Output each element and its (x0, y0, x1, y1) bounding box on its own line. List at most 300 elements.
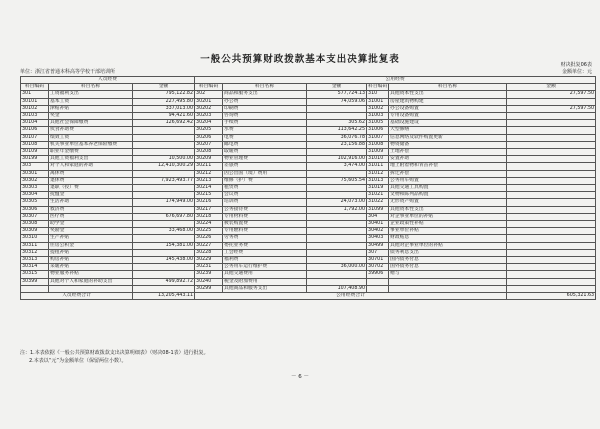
table-cell: 差旅费 (223, 163, 307, 170)
table-cell: 其他工资福利支出 (49, 156, 133, 163)
table-cell: 499,892.72 (133, 278, 195, 285)
table-cell (307, 228, 367, 235)
table-cell (507, 228, 596, 235)
table-cell: 30214 (195, 185, 223, 192)
table-row (21, 228, 596, 235)
table-cell: 31011 (367, 163, 389, 170)
table-cell: 公务用车购置 (389, 177, 507, 184)
col-header-name: 科目名称 (49, 84, 133, 91)
table-cell: 大型修缮 (389, 127, 507, 134)
table-cell: 30199 (21, 156, 49, 163)
table-cell: 信息网络及软件购置更新 (389, 134, 507, 141)
table-cell: 其他资本性支出 (389, 91, 507, 98)
notes (20, 349, 209, 365)
table-row (21, 249, 596, 256)
table-cell: 企业政策性补贴 (389, 221, 507, 228)
table-cell: 邮电费 (223, 141, 307, 148)
table-row (21, 91, 596, 98)
table-cell: 其他资本性支出 (389, 206, 507, 213)
table-cell: 31019 (367, 185, 389, 192)
table-cell: 31010 (367, 156, 389, 163)
table-cell: 74,059.06 (307, 98, 367, 105)
table-cell: 27,597.50 (507, 105, 596, 112)
table-cell: 31009 (367, 149, 389, 156)
table-cell: 地上附着物和青苗补偿 (389, 163, 507, 170)
table-cell: 30301 (21, 170, 49, 177)
table-cell (307, 249, 367, 256)
table-cell: 救济费 (49, 206, 133, 213)
table-cell: 31002 (367, 105, 389, 112)
table-cell: 31012 (367, 170, 389, 177)
table-cell (133, 206, 195, 213)
table-cell (507, 177, 596, 184)
table-cell: 商品和服务支出 (223, 91, 307, 98)
table-cell: 培训费 (223, 199, 307, 206)
table-row (21, 177, 596, 184)
table-cell (389, 285, 507, 292)
table-cell: 676,697.80 (133, 213, 195, 220)
table-cell: 145,438.00 (133, 257, 195, 264)
table-row (21, 285, 596, 292)
table-cell: 专用设备购置 (389, 113, 507, 120)
table-row (21, 141, 596, 148)
table-cell: 国外债务付息 (389, 264, 507, 271)
note-line-1: 注：1.本表依据《一般公共预算财政拨款支出决算明细表》（财决08-1表）进行批复。 (20, 350, 209, 356)
table-row (21, 120, 596, 127)
table-cell: 津贴补贴 (49, 105, 133, 112)
table-cell: 30311 (21, 242, 49, 249)
table-cell: 事业单位补贴 (389, 228, 507, 235)
table-cell: 因公出国（境）费用 (223, 170, 307, 177)
col-header-name: 科目名称 (223, 84, 307, 91)
table-cell: 107,408.90 (307, 285, 367, 292)
table-row (21, 206, 596, 213)
table-row (21, 98, 596, 105)
table-cell: 30402 (367, 228, 389, 235)
table-cell: 304 (367, 213, 389, 220)
table-cell: 绩效工资 (49, 134, 133, 141)
table-cell: 30315 (21, 271, 49, 278)
col-header-code: 科目编码 (21, 84, 49, 91)
table-cell (507, 235, 596, 242)
table-cell: 福利费 (223, 257, 307, 264)
table-cell (507, 185, 596, 192)
table-cell: 102,916.00 (307, 156, 367, 163)
table-cell: 机关事业单位基本养老保险缴费 (49, 141, 133, 148)
table-cell: 财政贴息 (389, 235, 507, 242)
table-cell: 基础设施建设 (389, 120, 507, 127)
table-cell (507, 127, 596, 134)
table-cell (307, 213, 367, 220)
table-cell (507, 120, 596, 127)
table-cell: 305.62 (307, 120, 367, 127)
table-cell: 3,474.00 (307, 163, 367, 170)
table-row (21, 163, 596, 170)
table-cell: 30240 (195, 278, 223, 285)
table-cell: 30702 (367, 264, 389, 271)
table-cell: 公务接待费 (223, 206, 307, 213)
table-cell (307, 235, 367, 242)
table-cell: 30206 (195, 134, 223, 141)
table-cell: 采暖补贴 (49, 264, 133, 271)
table-cell (307, 278, 367, 285)
table-cell: 30303 (21, 185, 49, 192)
table-cell: 公务用车运行维护费 (223, 264, 307, 271)
table-cell: 307 (367, 249, 389, 256)
table-row (21, 134, 596, 141)
table-cell (133, 192, 195, 199)
table-cell: 办公设备购置 (389, 105, 507, 112)
table-cell: 24,073.00 (307, 199, 367, 206)
table-cell: 30216 (195, 199, 223, 206)
table-cell: 咨询费 (223, 113, 307, 120)
table-row (21, 105, 596, 112)
table-row (21, 271, 596, 278)
table-cell: 文物和陈列品购置 (389, 192, 507, 199)
table-cell (507, 242, 596, 249)
table-cell: 30104 (21, 120, 49, 127)
table-cell: 301 (21, 91, 49, 98)
table-cell (133, 127, 195, 134)
table-cell: 无形资产购置 (389, 199, 507, 206)
page-number: － 6 － (291, 374, 309, 380)
table-cell (367, 285, 389, 292)
table-cell (307, 185, 367, 192)
table-cell: 30403 (367, 235, 389, 242)
expenditure-table (20, 76, 596, 300)
table-cell: 303 (21, 163, 49, 170)
table-cell (133, 249, 195, 256)
table-cell: 30109 (21, 149, 49, 156)
table-cell (133, 285, 195, 292)
table-cell: 手续费 (223, 120, 307, 127)
table-cell: 31099 (367, 206, 389, 213)
table-cell (507, 221, 596, 228)
table-cell: 其他对个人和家庭的补助支出 (49, 278, 133, 285)
table-cell (307, 192, 367, 199)
group-personnel-header: 人员经费 (21, 77, 195, 84)
table-cell (133, 235, 195, 242)
table-cell: 伙食补助费 (49, 127, 133, 134)
table-cell: 30499 (367, 242, 389, 249)
table-cell: 30106 (21, 127, 49, 134)
table-row (21, 156, 596, 163)
table-cell (21, 285, 49, 292)
table-cell: 奖金 (49, 113, 133, 120)
table-cell: 30227 (195, 242, 223, 249)
table-cell: 30212 (195, 170, 223, 177)
table-cell: 物业服务补贴 (49, 271, 133, 278)
table-cell: 30101 (21, 98, 49, 105)
table-cell: 31021 (367, 192, 389, 199)
table-cell: 30201 (195, 98, 223, 105)
table-cell: 电费 (223, 134, 307, 141)
table-cell: 30701 (367, 257, 389, 264)
table-cell: 75,605.54 (307, 177, 367, 184)
table-cell: 税金及附加费用 (223, 278, 307, 285)
table-cell: 债务利息支出 (389, 249, 507, 256)
table-cell: 174,949.00 (133, 199, 195, 206)
col-header-code: 科目编码 (195, 84, 223, 91)
table-cell: 30103 (21, 113, 49, 120)
table-cell: 基本工资 (49, 98, 133, 105)
table-cell: 113,642.25 (307, 127, 367, 134)
table-cell: 30239 (195, 271, 223, 278)
table-cell: 对企事业单位的补贴 (389, 213, 507, 220)
table-cell: 奖励金 (49, 228, 133, 235)
table-cell (507, 249, 596, 256)
group-public-header: 公用经费 (195, 77, 596, 84)
table-cell: 其他对企事业单位的补贴 (389, 242, 507, 249)
table-cell: 30314 (21, 264, 49, 271)
table-cell: 土地补偿 (389, 149, 507, 156)
table-cell: 30208 (195, 149, 223, 156)
table-cell: 委托业务费 (223, 242, 307, 249)
table-cell: 办公费 (223, 98, 307, 105)
table-cell: 抚恤金 (49, 192, 133, 199)
table-row (21, 113, 596, 120)
table-cell: 30228 (195, 249, 223, 256)
table-cell (507, 271, 596, 278)
table-cell: 提租补贴 (49, 249, 133, 256)
table-cell: 会议费 (223, 192, 307, 199)
table-cell: 7,923,493.77 (133, 177, 195, 184)
table-cell (133, 149, 195, 156)
table-cell (507, 278, 596, 285)
table-row (21, 213, 596, 220)
table-cell: 36,076.78 (307, 134, 367, 141)
table-cell: 生产补贴 (49, 235, 133, 242)
table-cell (133, 264, 195, 271)
money-unit: 金额单位：元 (561, 69, 592, 75)
table-cell (307, 149, 367, 156)
table-cell: 30213 (195, 177, 223, 184)
table-cell (307, 242, 367, 249)
table-cell: 94,421.60 (133, 113, 195, 120)
table-cell: 医疗费 (49, 213, 133, 220)
table-cell (307, 113, 367, 120)
table-cell (133, 170, 195, 177)
total-personnel-label: 人员经费合计 (21, 293, 133, 300)
col-header-amount: 金额 (507, 84, 596, 91)
total-public-value: 605,321.63 (507, 293, 596, 300)
table-cell: 30401 (367, 221, 389, 228)
table-cell (389, 278, 507, 285)
table-cell (507, 98, 596, 105)
table-cell: 30107 (21, 134, 49, 141)
table-row (21, 199, 596, 206)
table-cell (507, 134, 596, 141)
table-cell: 30205 (195, 127, 223, 134)
table-cell (307, 170, 367, 177)
table-cell (507, 199, 596, 206)
table-cell: 购房补贴 (49, 257, 133, 264)
table-row (21, 127, 596, 134)
page-title: 一般公共预算财政拨款基本支出决算批复表 (200, 54, 400, 65)
table-cell (507, 149, 596, 156)
table-cell: 31007 (367, 134, 389, 141)
unit-label: 单位：浙江省普通本科高等学校干部培训所 (20, 69, 116, 75)
table-cell: 其他社会保障缴费 (49, 120, 133, 127)
table-cell (507, 163, 596, 170)
table-cell (507, 257, 596, 264)
table-cell (507, 206, 596, 213)
table-cell (367, 278, 389, 285)
table-cell: 30102 (21, 105, 49, 112)
table-cell (507, 156, 596, 163)
table-cell: 被装购置费 (223, 221, 307, 228)
table-cell: 30307 (21, 213, 49, 220)
table-cell: 房屋建筑物购建 (389, 98, 507, 105)
note-line-2: 2.本表以“元”为金额单位（保留两位小数）。 (29, 358, 127, 364)
table-cell: 住房公积金 (49, 242, 133, 249)
table-cell (507, 113, 596, 120)
table-cell: 30231 (195, 264, 223, 271)
table-cell: 31008 (367, 141, 389, 148)
table-cell: 154,381.00 (133, 242, 195, 249)
table-cell: 物业管理费 (223, 156, 307, 163)
table-cell: 其他交通费用 (223, 271, 307, 278)
table-cell: 30204 (195, 120, 223, 127)
table-cell: 39906 (367, 271, 389, 278)
table-cell: 30313 (21, 257, 49, 264)
table-cell: 30211 (195, 163, 223, 170)
table-cell (133, 134, 195, 141)
table-cell: 30299 (195, 285, 223, 292)
table-cell (133, 141, 195, 148)
table-cell (133, 271, 195, 278)
table-cell: 31001 (367, 98, 389, 105)
table-cell: 30309 (21, 228, 49, 235)
table-cell: 30306 (21, 206, 49, 213)
table-cell: 生活补助 (49, 199, 133, 206)
table-cell: 30226 (195, 235, 223, 242)
table-cell: 租赁费 (223, 185, 307, 192)
table-cell: 赠与 (389, 271, 507, 278)
table-cell: 795,122.82 (133, 91, 195, 98)
table-cell: 30215 (195, 192, 223, 199)
table-cell: 27,597.50 (507, 91, 596, 98)
table-cell: 10,500.00 (133, 156, 195, 163)
table-row (21, 185, 596, 192)
table-cell: 职业年金缴费 (49, 149, 133, 156)
table-cell (507, 285, 596, 292)
table-cell: 离休费 (49, 170, 133, 177)
table-cell: 30304 (21, 192, 49, 199)
table-cell: 取暖费 (223, 149, 307, 156)
table-cell: 助学金 (49, 221, 133, 228)
table-cell: 30224 (195, 221, 223, 228)
table-cell: 劳务费 (223, 235, 307, 242)
form-code: 财决批复06表 (560, 62, 592, 68)
table-cell: 退职（役）费 (49, 185, 133, 192)
table-cell (307, 257, 367, 264)
table-cell: 拆迁补偿 (389, 170, 507, 177)
table-cell: 30302 (21, 177, 49, 184)
group-header-row (21, 77, 596, 84)
table-cell: 30308 (21, 221, 49, 228)
table-cell: 30305 (21, 199, 49, 206)
table-cell: 国内债务付息 (389, 257, 507, 264)
table-row (21, 264, 596, 271)
table-cell: 30202 (195, 105, 223, 112)
table-cell: 其他商品和服务支出 (223, 285, 307, 292)
table-cell: 对个人和家庭的补助 (49, 163, 133, 170)
total-public-label: 公用经费合计 (195, 293, 507, 300)
table-cell: 30225 (195, 228, 223, 235)
table-row (21, 221, 596, 228)
table-cell: 30312 (21, 249, 49, 256)
table-cell: 31022 (367, 199, 389, 206)
table-cell: 30203 (195, 113, 223, 120)
table-row (21, 257, 596, 264)
table-cell: 36,000.00 (307, 264, 367, 271)
table-cell: 31013 (367, 177, 389, 184)
table-row (21, 278, 596, 285)
table-cell: 337,013.00 (133, 105, 195, 112)
table-cell (507, 213, 596, 220)
table-cell: 30108 (21, 141, 49, 148)
table-cell: 工会经费 (223, 249, 307, 256)
col-header-code: 科目编码 (368, 84, 388, 90)
table-cell (507, 141, 596, 148)
table-cell (507, 170, 596, 177)
table-cell (507, 192, 596, 199)
table-row (21, 235, 596, 242)
table-cell (307, 271, 367, 278)
table-cell: 其他交通工具购置 (389, 185, 507, 192)
table-cell: 30310 (21, 235, 49, 242)
table-row (21, 170, 596, 177)
column-header-row (21, 84, 596, 91)
table-row (21, 192, 596, 199)
table-cell (307, 221, 367, 228)
table-cell (507, 264, 596, 271)
table-row (21, 149, 596, 156)
table-cell: 31005 (367, 120, 389, 127)
table-cell: 工资福利支出 (49, 91, 133, 98)
table-cell: 227,495.80 (133, 98, 195, 105)
totals-row (21, 293, 596, 300)
table-cell: 310 (367, 91, 389, 98)
table-cell: 印刷费 (223, 105, 307, 112)
table-cell: 维修（护）费 (223, 177, 307, 184)
table-cell: 退休费 (49, 177, 133, 184)
table-cell: 31003 (367, 113, 389, 120)
table-cell: 安置补助 (389, 156, 507, 163)
table-cell: 30399 (21, 278, 49, 285)
table-cell: 302 (195, 91, 223, 98)
table-cell (49, 285, 133, 292)
table-cell: 30218 (195, 213, 223, 220)
table-cell: 水费 (223, 127, 307, 134)
table-cell: 126,692.42 (133, 120, 195, 127)
table-cell: 30209 (195, 156, 223, 163)
table-cell: 专用燃料费 (223, 228, 307, 235)
table-cell: 30217 (195, 206, 223, 213)
table-cell: 577,724.13 (307, 91, 367, 98)
table-cell: 物资储备 (389, 141, 507, 148)
col-header-name: 科目名称 (389, 84, 507, 91)
table-cell: 12,410,300.29 (133, 163, 195, 170)
col-header-amount: 金额 (307, 84, 367, 91)
table-cell (133, 185, 195, 192)
table-cell (133, 221, 195, 228)
table-cell: 专用材料费 (223, 213, 307, 220)
table-row (21, 242, 596, 249)
table-cell: 23,156.88 (307, 141, 367, 148)
table-cell: 30207 (195, 141, 223, 148)
